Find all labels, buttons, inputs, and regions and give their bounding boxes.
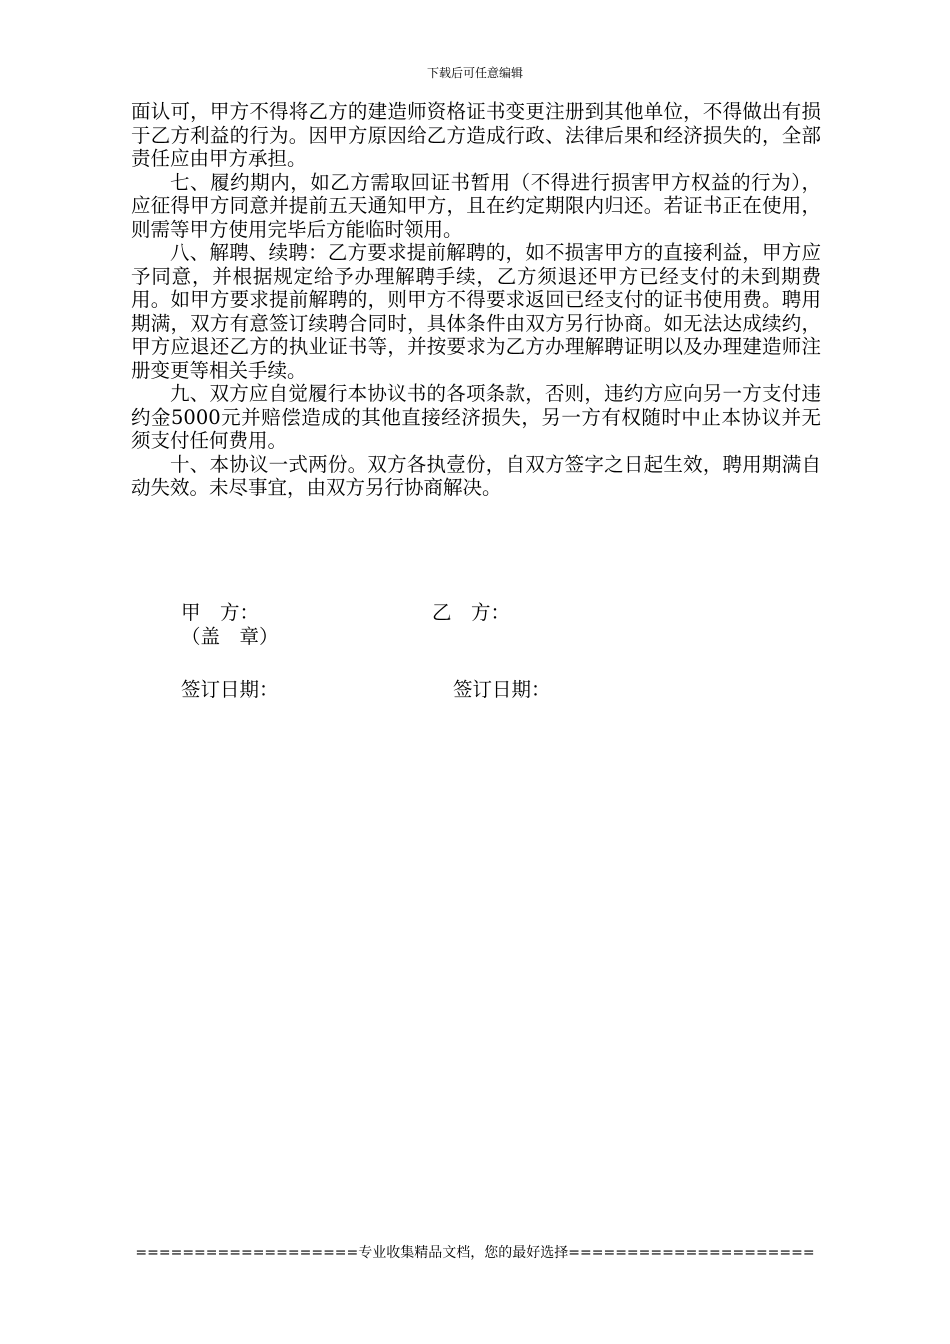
page-footer: ===================专业收集精品文档，您的最好选择=====================	[135, 1245, 815, 1261]
paragraph-clause-8: 八、解聘、续聘：乙方要求提前解聘的，如不损害甲方的直接利益，甲方应予同意，并根据规定给予办理解聘手续，乙方须退还甲方已经支付的未到期费用。如甲方要求提前解聘的，则甲方不得要求返回已经支付的证书使用费。聘用期满，双方有意签订续聘合同时，具体条件由双方另行协商。如无法达成续约，甲方应退还乙方的执业证书等，并按要求为乙方办理解聘证明以及办理建造师注册变更等相关手续。	[131, 241, 821, 382]
paragraph-continuation: 面认可，甲方不得将乙方的建造师资格证书变更注册到其他单位，不得做出有损于乙方利益的行为。因甲方原因给乙方造成行政、法律后果和经济损失的，全部责任应由甲方承担。	[131, 100, 821, 170]
paragraph-clause-10: 十、本协议一式两份。双方各执壹份，自双方签字之日起生效，聘用期满自动失效。未尽事宜，由双方另行协商解决。	[131, 452, 821, 499]
document-body	[131, 100, 821, 500]
party-a-sign-date-label: 签订日期：	[181, 678, 279, 701]
party-b-sign-date-label: 签订日期：	[453, 678, 551, 701]
seal-label: （盖 章）	[181, 625, 279, 648]
paragraph-clause-9: 九、双方应自觉履行本协议书的各项条款，否则，违约方应向另一方支付违约金5000元并赔偿造成的其他直接经济损失，另一方有权随时中止本协议并无须支付任何费用。	[131, 382, 821, 452]
page-header: 下载后可任意编辑	[426, 66, 523, 80]
party-a-label: 甲 方：	[181, 601, 260, 624]
party-b-label: 乙 方：	[432, 601, 511, 624]
paragraph-clause-7: 七、履约期内，如乙方需取回证书暂用（不得进行损害甲方权益的行为），应征得甲方同意并提前五天通知甲方，且在约定期限内归还。若证书正在使用，则需等甲方使用完毕后方能临时领用。	[131, 170, 821, 241]
